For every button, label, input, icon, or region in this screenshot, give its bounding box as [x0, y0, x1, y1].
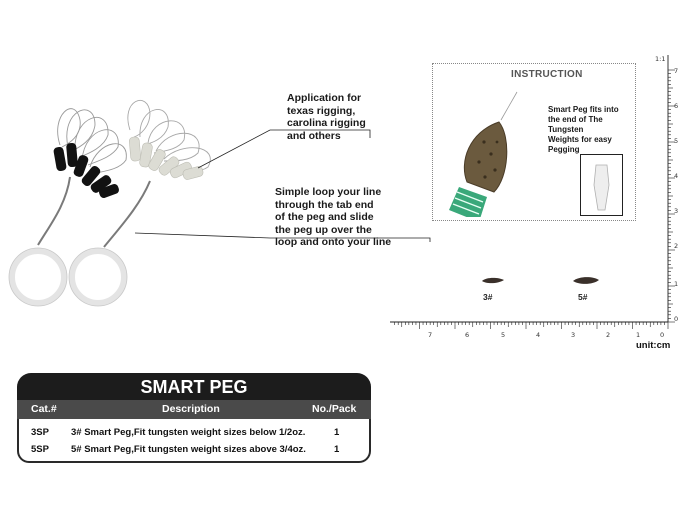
row-description: 3# Smart Peg,Fit tungsten weight sizes below 1/2oz. — [71, 427, 306, 438]
peg-size-3-sample — [480, 276, 506, 286]
ruler-v-tick: 2 — [674, 242, 679, 250]
ruler-scale-label: 1:1 — [655, 55, 666, 63]
header-pack: No./Pack — [312, 403, 357, 415]
ruler-unit-label: unit:cm — [636, 340, 671, 351]
row-cat: 3SP — [31, 427, 49, 438]
table-row — [19, 441, 369, 458]
row-cat: 5SP — [31, 444, 49, 455]
ruler-h-tick: 1 — [636, 331, 641, 339]
row-description: 5# Smart Peg,Fit tungsten weight sizes above 3/4oz. — [71, 444, 306, 455]
peg-size-5-sample — [571, 275, 601, 287]
table-body — [17, 419, 371, 463]
callout-application: Application for texas rigging, carolina rigging and others — [287, 92, 366, 142]
table-title: SMART PEG — [17, 373, 371, 400]
ruler-h-tick: 3 — [571, 331, 576, 339]
header-description: Description — [162, 403, 220, 415]
ruler-h-tick: 0 — [660, 331, 665, 339]
ruler-v-tick: 0 — [674, 315, 679, 323]
size-label-5: 5# — [578, 292, 588, 302]
ruler-h-tick: 2 — [606, 331, 611, 339]
ruler-h-tick: 7 — [428, 331, 433, 339]
ruler-v-tick: 4 — [674, 172, 679, 180]
instruction-text: Smart Peg fits into the end of The Tungsten Weights for easy Pegging — [548, 105, 619, 154]
ruler-v-tick: 1 — [674, 280, 679, 288]
ruler-v-tick: 6 — [674, 102, 679, 110]
instruction-title: INSTRUCTION — [511, 69, 583, 80]
size-label-3: 3# — [483, 292, 493, 302]
product-table — [17, 373, 371, 463]
header-cat: Cat.# — [31, 403, 57, 415]
ruler-v-tick: 3 — [674, 207, 679, 215]
table-header-row — [17, 400, 371, 419]
row-pack: 1 — [334, 444, 340, 455]
callout-loop: Simple loop your line through the tab end of the peg and slide the peg up over the loop and onto your line — [275, 186, 392, 248]
table-row — [19, 424, 369, 441]
ruler-h-tick: 4 — [536, 331, 541, 339]
ruler-v-tick: 5 — [674, 137, 679, 145]
row-pack: 1 — [334, 427, 340, 438]
ruler-h-tick: 5 — [501, 331, 506, 339]
ruler-v-tick: 7 — [674, 67, 679, 75]
ruler-h-tick: 6 — [465, 331, 470, 339]
